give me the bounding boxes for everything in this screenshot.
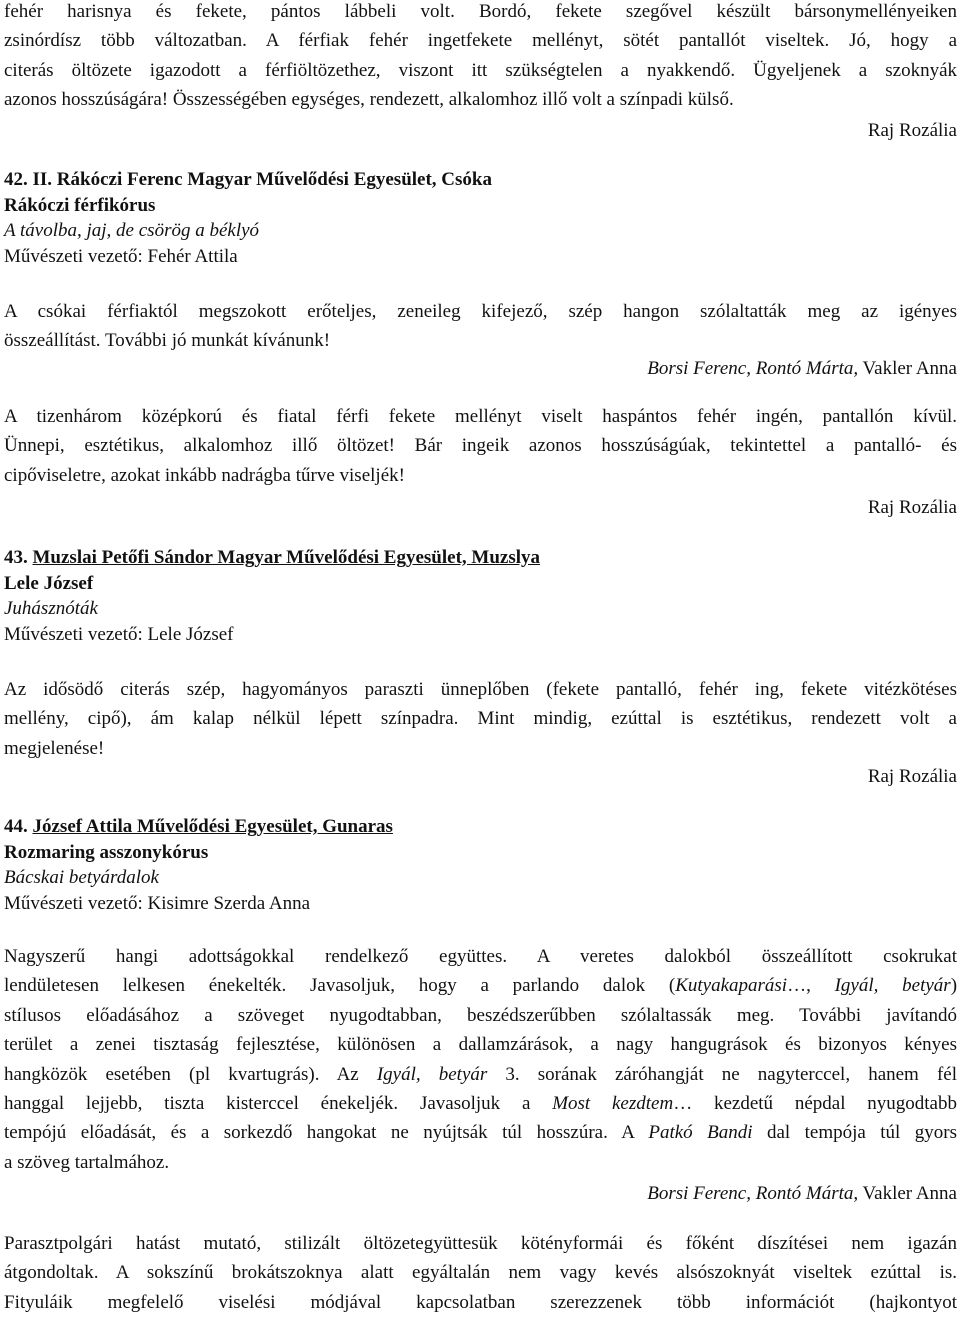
signature: Raj Rozália bbox=[867, 120, 957, 141]
signature: Raj Rozália bbox=[867, 766, 957, 787]
text-line: hanggal lejjebb, tiszta kisterccel énekeljék. Javasoljuk a Most kezdtem… kezdetű népdal nyugodtabb bbox=[4, 1093, 957, 1115]
text-line: A tizenhárom középkorú és fiatal férfi fekete mellényt viselt haspántos fehér ingén, pantallón kívül. bbox=[4, 406, 957, 427]
entry-43-evaluation bbox=[4, 675, 957, 763]
text-line: átgondoltak. A sokszínű brokátszoknya alatt egyáltalán nem vagy kevés alsószoknyát viseltek ezúttal is. bbox=[4, 1262, 957, 1284]
jury-signature: Borsi Ferenc, Rontó Márta, Vakler Anna bbox=[647, 1183, 957, 1204]
text-line: A csókai férfiaktól megszokott erőteljes, zeneileg kifejező, szép hangon szólaltatták meg az igényes bbox=[4, 301, 957, 322]
entry-title bbox=[4, 545, 957, 571]
text-line: megjelenése! bbox=[4, 737, 105, 759]
text-line: Az idősödő citerás szép, hagyományos paraszti ünneplőben (fekete pantalló, fehér ing, fekete vitézkötéses bbox=[4, 679, 957, 700]
text-line: hangközök esetében (pl kvartugrás). Az Igyál, betyár 3. sorának záróhangját ne nagyterccel, hanem fél bbox=[4, 1063, 957, 1085]
artistic-director: Művészeti vezető: Kisimre Szerda Anna bbox=[4, 892, 311, 914]
entry-number: 44. bbox=[4, 816, 28, 837]
artistic-director: Művészeti vezető: Fehér Attila bbox=[4, 245, 238, 267]
text-line: tempójú előadását, és a sorkezdő hangokat ne nyújtsák túl hosszúra. A Patkó Bandi dal tempója túl gyors bbox=[4, 1122, 957, 1144]
artistic-director: Művészeti vezető: Lele József bbox=[4, 623, 234, 645]
text-line: Nagyszerű hangi adottságokkal rendelkező együttes. A veretes dalokból összeállított csokrukat bbox=[4, 946, 957, 967]
piece-title: Bácskai betyárdalok bbox=[4, 867, 159, 889]
jury-signature: Borsi Ferenc, Rontó Márta, Vakler Anna bbox=[647, 358, 957, 379]
entry-42-evaluation-1 bbox=[4, 297, 957, 356]
text-line: terület a zenei tisztaság fejlesztése, különösen a dallamzárások, a nagy hangugrások és bizonyos kényes bbox=[4, 1034, 957, 1056]
entry-42-header bbox=[4, 167, 957, 269]
text-line: stílusos előadásához a szöveget nyugodtabban, beszédszerűbben szólaltassák meg. További javítandó bbox=[4, 1004, 957, 1026]
text-line: Ünnepi, esztétikus, alkalomhoz illő öltözet! Bár ingeik azonos hosszúságúak, tekintettel a pantalló- és bbox=[4, 435, 957, 457]
text-line: Fityuláik megfelelő viselési módjával kapcsolatban szerezzenek több információt (hajkontyot bbox=[4, 1291, 957, 1313]
entry-number: 43. bbox=[4, 547, 28, 568]
entry-organization: Muzslai Petőfi Sándor Magyar Művelődési Egyesület, Muzslya bbox=[32, 547, 541, 568]
entry-44-header bbox=[4, 814, 957, 916]
text-line: cipőviseletre, azokat inkább nadrágba tűrve viseljék! bbox=[4, 464, 405, 486]
entry-43-header bbox=[4, 545, 957, 647]
entry-42-evaluation-2 bbox=[4, 402, 957, 490]
text-line: fehér harisnya és fekete, pántos lábbeli volt. Bordó, fekete szegővel készült bársonymellényeiken bbox=[4, 1, 957, 22]
ensemble-name: Lele József bbox=[4, 572, 94, 594]
intro-paragraph bbox=[4, 0, 957, 115]
text-line: Parasztpolgári hatást mutató, stilizált öltözetegyüttesük kötényformái és főként díszítései nem igazán bbox=[4, 1233, 957, 1254]
entry-title bbox=[4, 167, 957, 193]
ensemble-name: Rákóczi férfikórus bbox=[4, 194, 156, 216]
ensemble-name: Rozmaring asszonykórus bbox=[4, 841, 209, 863]
entry-44-evaluation-1 bbox=[4, 942, 957, 1177]
text-line: azonos hosszúságára! Összességében egységes, rendezett, alkalomhoz illő volt a színpadi külső. bbox=[4, 89, 734, 111]
text-line: mellény, cipő), ám kalap nélkül lépett színpadra. Mint mindig, ezúttal is esztétikus, rendezett volt a bbox=[4, 708, 957, 730]
entry-number: 42. II. bbox=[4, 169, 53, 190]
entry-organization: Rákóczi Ferenc Magyar Művelődési Egyesület, Csóka bbox=[56, 169, 492, 190]
text-line: lendületesen lelkesen énekelték. Javasoljuk, hogy a parlando dalok (Kutyakaparási…, Igyál, betyár) bbox=[4, 975, 958, 997]
entry-title bbox=[4, 814, 957, 840]
text-line: a szöveg tartalmához. bbox=[4, 1151, 170, 1173]
piece-title: Juhásznóták bbox=[4, 598, 98, 620]
text-line: citerás öltözete igazodott a férfiöltözethez, viszont itt szükségtelen a nyakkendő. Ügyeljenek a szoknyák bbox=[4, 59, 957, 81]
entry-44-evaluation-2 bbox=[4, 1229, 957, 1317]
entry-organization: József Attila Művelődési Egyesület, Gunaras bbox=[32, 816, 393, 837]
piece-title: A távolba, jaj, de csörög a béklyó bbox=[4, 220, 260, 242]
signature: Raj Rozália bbox=[867, 497, 957, 518]
text-line: zsinórdísz több változatban. A férfiak fehér ingetfekete mellényt, sötét pantallót viseltek. Jó, hogy a bbox=[4, 30, 957, 52]
text-line: összeállítást. További jó munkát kívánunk! bbox=[4, 330, 331, 352]
